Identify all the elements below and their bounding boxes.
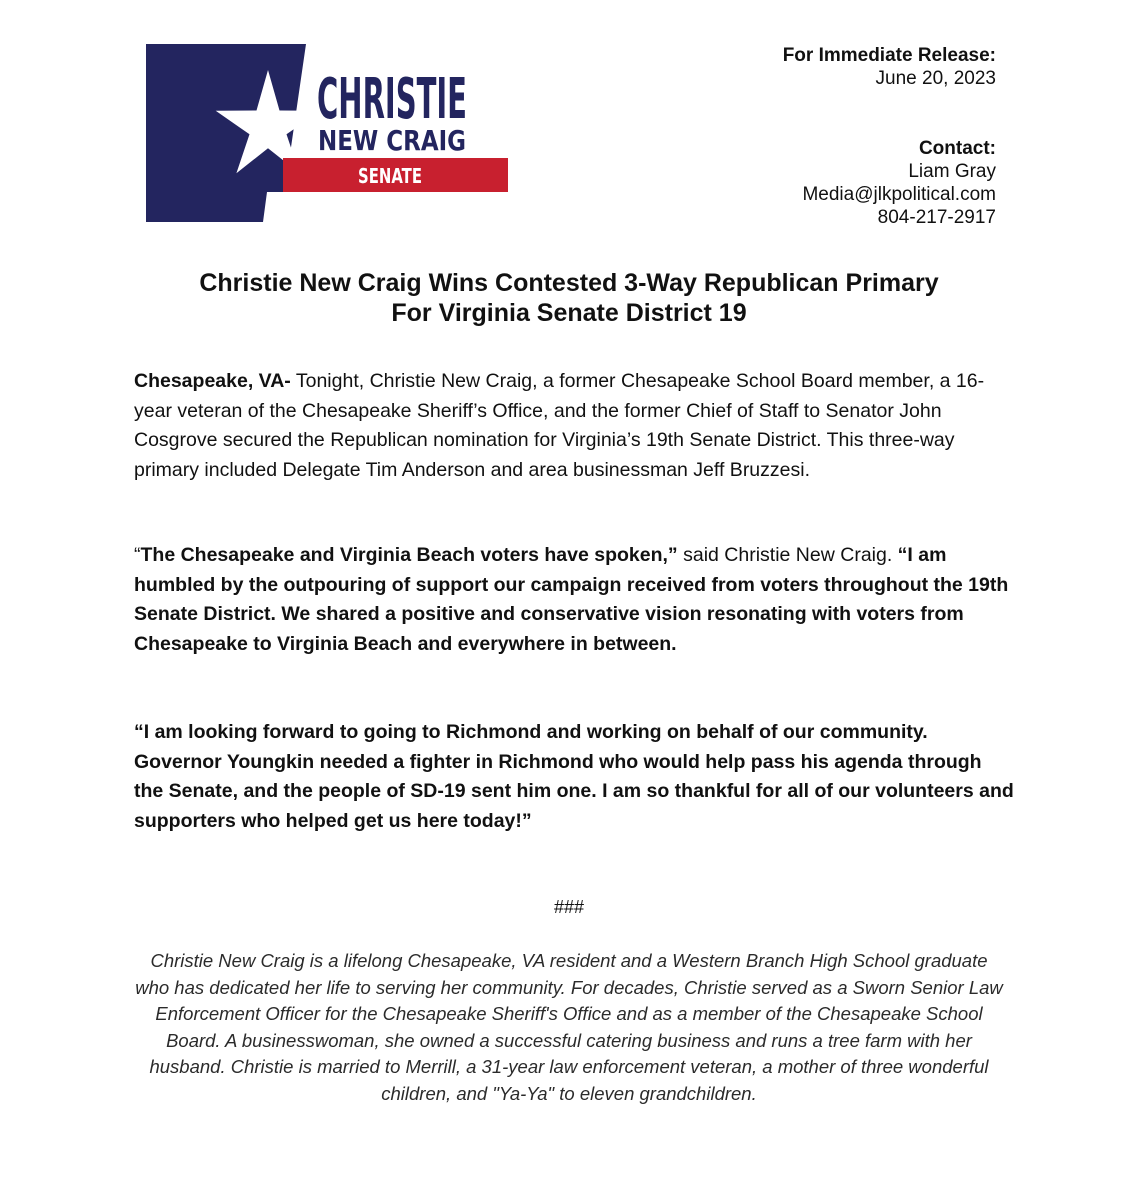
contact-label: Contact: [918,138,996,159]
logo-line1: CHRISTIE [317,67,467,132]
release-info [783,44,996,90]
dateline: Chesapeake, VA- [134,370,291,392]
quote-part-1: The Chesapeake and Virginia Beach voters have spoken,” [140,544,678,566]
body-paragraph-2 [134,541,1014,659]
logo-line2: NEW CRAIG [318,124,466,157]
release-date: June 20, 2023 [875,68,996,89]
body-paragraph-1 [134,367,1014,485]
contact-name: Liam Gray [908,161,996,182]
contact-phone: 804-217-2917 [877,207,996,228]
contact-info [802,137,996,229]
logo-line3: SENATE [358,164,422,188]
contact-email[interactable]: Media@jlkpolitical.com [802,184,996,205]
body-paragraph-3: “I am looking forward to going to Richmond and working on behalf of our community. Governor Youngkin needed a fighter in Richmond who would help pass his agenda through the Senate, and the people of SD-19 sent him one. I am so thankful for all of our volunteers and supporters who helped get us here today!” [134,721,1014,832]
quote-part-2: “I am humbled by the outpouring of support our campaign received from voters throughout the 19th Senate District. We shared a positive and conservative vision resonating with voters from Chesapeake to Virginia Beach and everywhere in between. [134,544,1009,655]
candidate-bio: Christie New Craig is a lifelong Chesapeake, VA resident and a Western Branch High School graduate who has dedicated her life to serving her community. For decades, Christie served as a Sworn Senior Law Enforcement Officer for the Chesapeake Sheriff's Office and as a member of the Chesapeake School Board. A businesswoman, she owned a successful catering business and runs a tree farm with her husband. Christie is married to Merrill, a 31-year law enforcement veteran, a mother of three wonderful children, and "Ya-Ya" to eleven grandchildren. [135,950,1003,1104]
paragraph-1-text: Tonight, Christie New Craig, a former Chesapeake School Board member, a 16-year veteran of the Chesapeake Sheriff’s Office, and the former Chief of Staff to Senator John Cosgrove secured the Republican nomination for Virginia’s 19th Senate District. This three-way primary included Delegate Tim Anderson and area businessman Jeff Bruzzesi. [134,370,985,481]
open-quote: “ [134,544,141,566]
release-label: For Immediate Release: [782,45,996,66]
headline-line2: For Virginia Senate District 19 [391,299,747,327]
attribution: said Christie New Craig. [677,544,898,566]
press-release-headline [100,268,1038,328]
campaign-logo [146,44,508,222]
headline-line1: Christie New Craig Wins Contested 3-Way Republican Primary [199,269,939,297]
end-mark: ### [553,897,585,917]
